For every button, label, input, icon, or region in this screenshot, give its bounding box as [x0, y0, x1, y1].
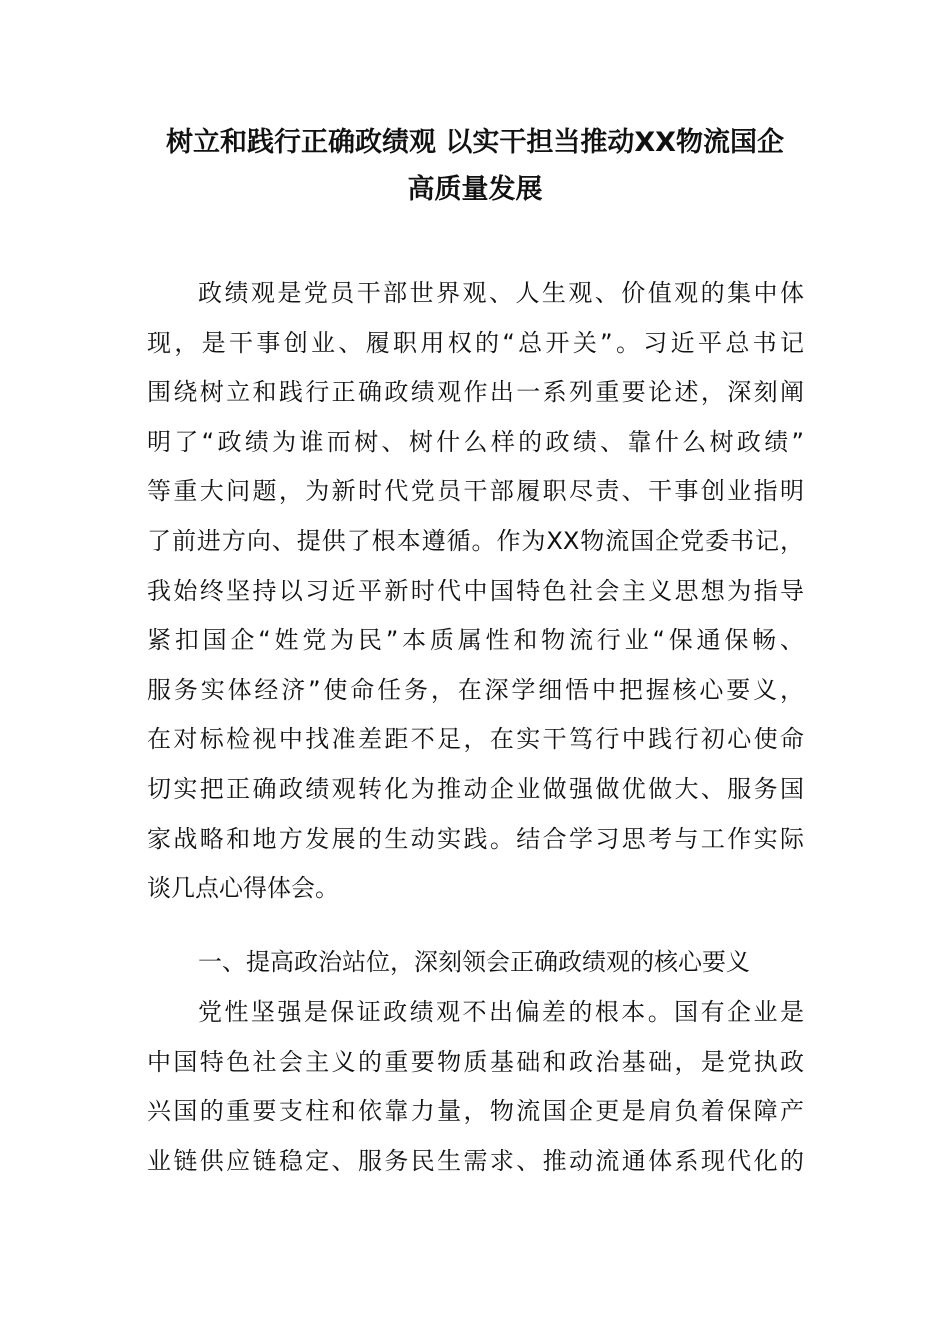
- paragraph-line: 业链供应链稳定、服务民生需求、推动流通体系现代化的: [147, 1146, 804, 1175]
- paragraph-line: 谈几点心得体会。: [147, 874, 339, 903]
- paragraph-line: 党性坚强是保证政绩观不出偏差的根本。国有企业是: [198, 998, 804, 1026]
- paragraph-line: 明了“政绩为谁而树、树什么样的政绩、靠什么树政绩”: [147, 427, 804, 456]
- document-title-line-2: 高质量发展: [407, 174, 543, 205]
- paragraph-line: 切实把正确政绩观转化为推动企业做强做优做大、服务国: [147, 775, 804, 803]
- paragraph-line: 兴国的重要支柱和依靠力量，物流国企更是肩负着保障产: [147, 1097, 804, 1126]
- paragraph-line: 家战略和地方发展的生动实践。结合学习思考与工作实际: [147, 824, 804, 853]
- section-heading: 一、提高政治站位，深刻领会正确政绩观的核心要义: [198, 948, 750, 976]
- paragraph-line: 围绕树立和践行正确政绩观作出一系列重要论述，深刻阐: [147, 378, 804, 407]
- paragraph-line: 政绩观是党员干部世界观、人生观、价值观的集中体: [198, 279, 804, 307]
- paragraph-line: 现，是干事创业、履职用权的“总开关”。习近平总书记: [147, 328, 804, 357]
- paragraph-line: 在对标检视中找准差距不足，在实干笃行中践行初心使命: [147, 725, 804, 754]
- document-title-line-1: 树立和践行正确政绩观 以实干担当推动XX物流国企: [165, 127, 785, 158]
- paragraph-line: 中国特色社会主义的重要物质基础和政治基础，是党执政: [147, 1047, 804, 1076]
- paragraph-line: 服务实体经济”使命任务，在深学细悟中把握核心要义，: [147, 675, 804, 704]
- paragraph-line: 等重大问题，为新时代党员干部履职尽责、干事创业指明: [147, 477, 804, 506]
- paragraph-line: 紧扣国企“姓党为民”本质属性和物流行业“保通保畅、: [147, 626, 804, 655]
- paragraph-line: 我始终坚持以习近平新时代中国特色社会主义思想为指导: [147, 576, 804, 605]
- paragraph-line: 了前进方向、提供了根本遵循。作为XX物流国企党委书记，: [147, 527, 804, 555]
